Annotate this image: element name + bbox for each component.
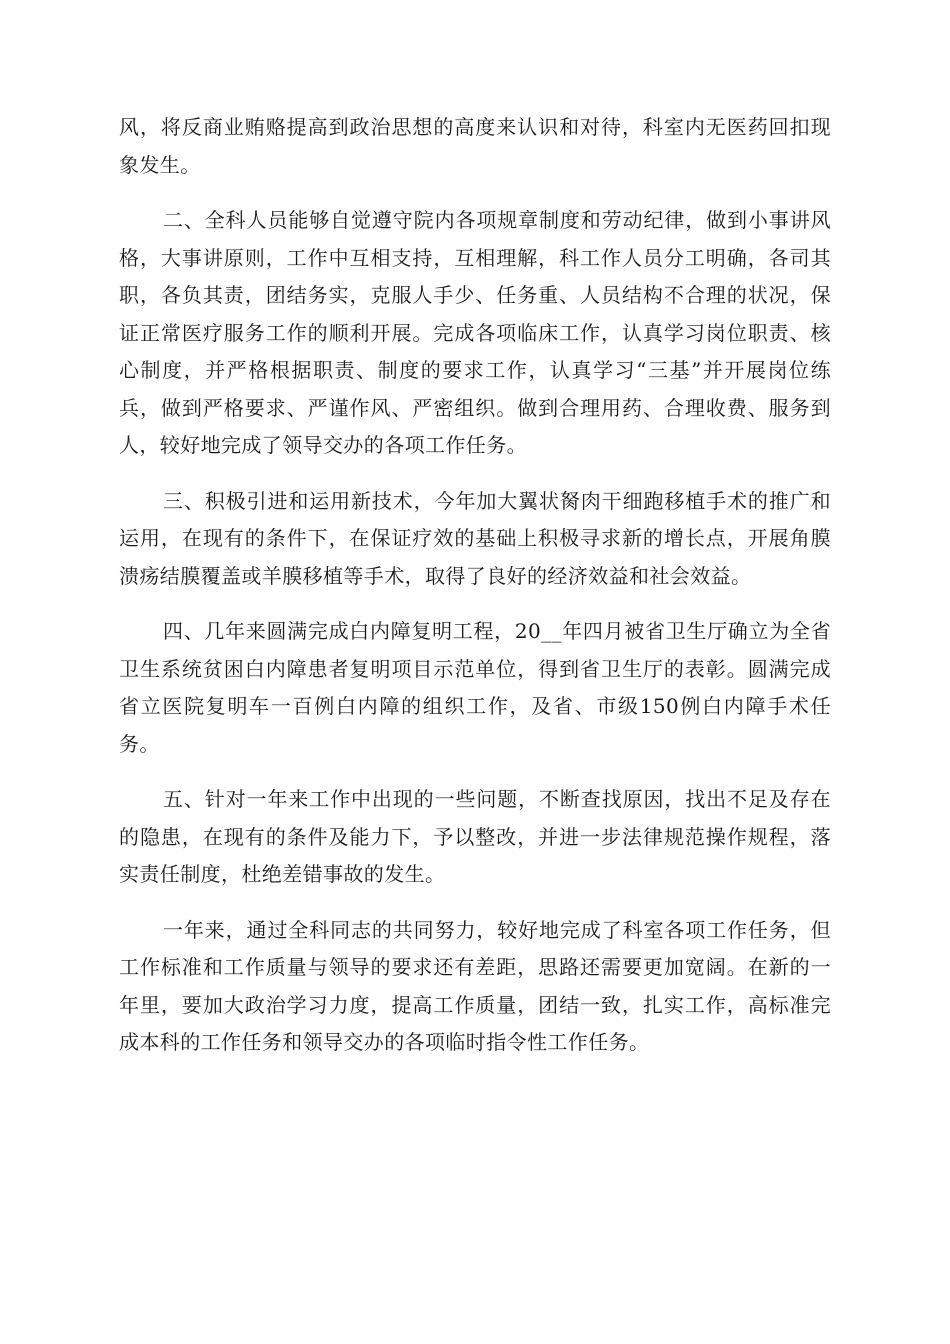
paragraph-item-4: 四、几年来圆满完成白内障复明工程，20__年四月被省卫生厅确立为全省卫生系统贫困白内障患者复明项目示范单位，得到省卫生厅的表彰。圆满完成省立医院复明车一百例白内障的组织工作，及省、市级150例白内障手术任务。 — [119, 619, 831, 756]
paragraph-item-2: 二、全科人员能够自觉遵守院内各项规章制度和劳动纪律，做到小事讲风格，大事讲原则，工作中互相支持，互相理解，科工作人员分工明确，各司其职，各负其责，团结务实，克服人手少、任务重、人员结构不合理的状况，保证正常医疗服务工作的顺利开展。完成各项临床工作，认真学习岗位职责、核心制度，并严格根据职责、制度的要求工作，认真学习“三基”并开展岗位练兵，做到严格要求、严谨作风、严密组织。做到合理用药、合理收费、服务到人，较好地完成了领导交办的各项工作任务。 — [119, 208, 831, 457]
paragraph-continuation: 风，将反商业贿赂提高到政治思想的高度来认识和对待，科室内无医药回扣现象发生。 — [119, 115, 831, 177]
paragraph-item-5: 五、针对一年来工作中出现的一些问题，不断查找原因，找出不足及存在的隐患，在现有的条件及能力下，予以整改，并进一步法律规范操作规程，落实责任制度，杜绝差错事故的发生。 — [119, 787, 831, 886]
document-body — [119, 109, 831, 1062]
paragraph-summary: 一年来，通过全科同志的共同努力，较好地完成了科室各项工作任务，但工作标准和工作质量与领导的要求还有差距，思路还需要更加宽阔。在新的一年里，要加大政治学习力度，提高工作质量，团结一致，扎实工作，高标准完成本科的工作任务和领导交办的各项临时指令性工作任务。 — [119, 917, 831, 1054]
paragraph-item-3: 三、积极引进和运用新技术，今年加大翼状胬肉干细跑移植手术的推广和运用，在现有的条件下，在保证疗效的基础上积极寻求新的增长点，开展角膜溃疡结膜覆盖或羊膜移植等手术，取得了良好的经济效益和社会效益。 — [119, 488, 831, 588]
